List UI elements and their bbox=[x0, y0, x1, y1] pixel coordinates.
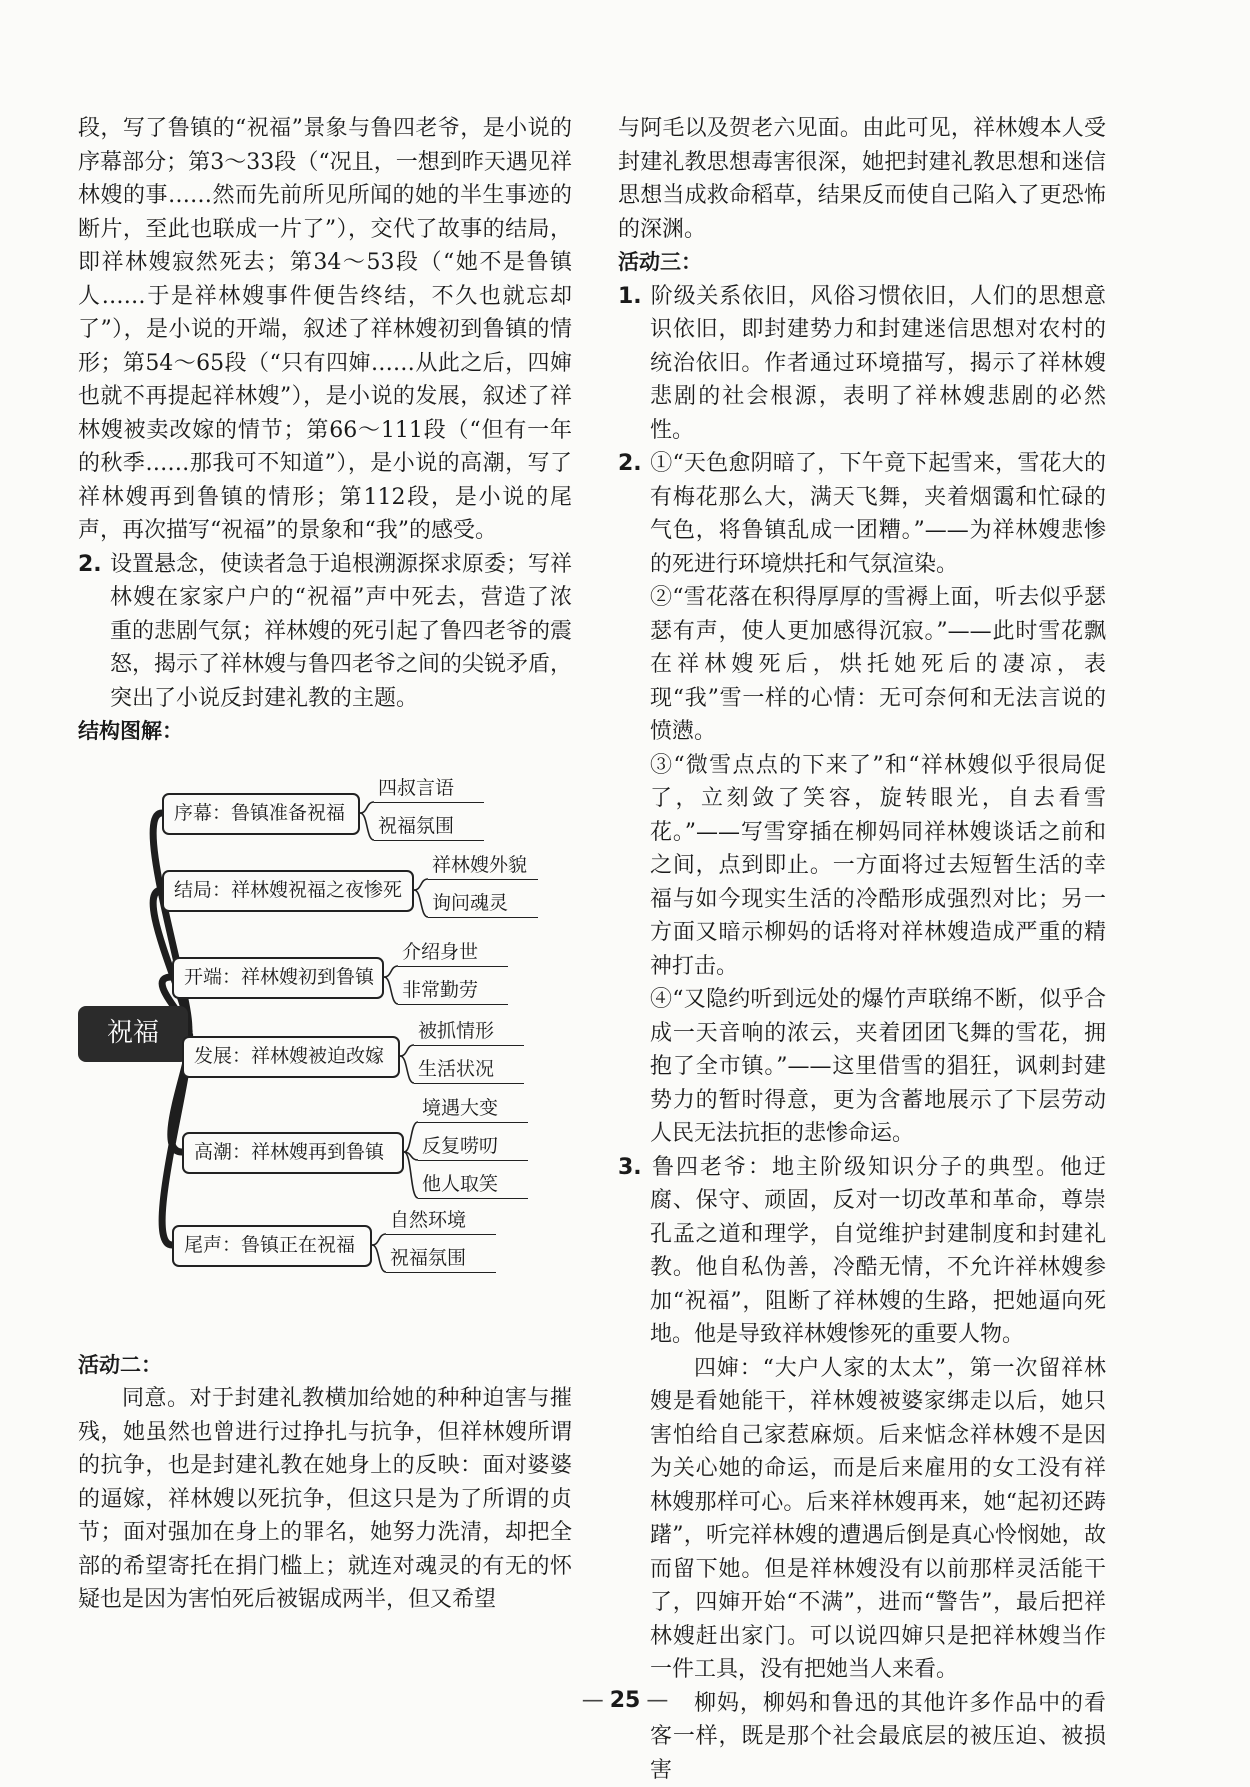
leaf-node: 非常勤劳 bbox=[402, 978, 478, 1002]
item-number: 2. bbox=[618, 447, 650, 481]
leaf-underline bbox=[398, 1004, 508, 1005]
right-item-2 bbox=[618, 447, 1106, 581]
leaf-node: 询问魂灵 bbox=[432, 891, 508, 915]
right-paragraph-0: 与阿毛以及贺老六见面。由此可见，祥林嫂本人受封建礼教思想毒害很深，她把封建礼教思想和迷信思想当成救命稻草，结果反而使自己陷入了更恐怖的深渊。 bbox=[618, 112, 1106, 246]
item-number: 3. bbox=[618, 1151, 650, 1185]
branch-node: 发展：祥林嫂被迫改嫁 bbox=[182, 1036, 400, 1078]
right-item-3-b: 四婶：“大户人家的太太”，第一次留祥林嫂是看她能干，祥林嫂被婆家绑走以后，她只害怕给自己家惹麻烦。后来惦念祥林嫂不是因为关心她的命运，而是后来雇用的女工没有祥林嫂那样可心。后来祥林嫂再来，她“起初还踌躇”，听完祥林嫂的遭遇后倒是真心怜悯她，故而留下她。但是祥林嫂没有以前那样灵活能干了，四婶开始“不满”，进而“警告”，最后把祥林嫂赶出家门。可以说四婶只是把祥林嫂当作一件工具，没有把她当人来看。 bbox=[618, 1352, 1106, 1687]
leaf-node: 四叔言语 bbox=[378, 776, 454, 800]
left-column bbox=[78, 112, 572, 1617]
right-column bbox=[618, 112, 1106, 1787]
leaf-connector bbox=[414, 879, 428, 890]
leaf-connector bbox=[414, 890, 428, 917]
leaf-node: 境遇大变 bbox=[422, 1096, 498, 1120]
leaf-underline bbox=[398, 966, 508, 967]
leaf-underline bbox=[418, 1198, 528, 1199]
left-paragraph-1: 段，写了鲁镇的“祝福”景象与鲁四老爷，是小说的序幕部分；第3～33段（“况且，一想到昨天遇见祥林嫂的事……然而先前所见所闻的她的半生事迹的断片，至此也联成一片了”），交代了故事的结局，即祥林嫂寂然死去；第34～53段（“她不是鲁镇人……于是祥林嫂事件便告终结，不久也就忘却了”），是小说的开端，叙述了祥林嫂初到鲁镇的情形；第54～65段（“只有四婶……从此之后，四婶也就不再提起祥林嫂”），是小说的发展，叙述了祥林嫂被卖改嫁的情节；第66～111段（“但有一年的秋季……那我可不知道”），是小说的高潮，写了祥林嫂再到鲁镇的情形；第112段，是小说的尾声，再次描写“祝福”的景象和“我”的感受。 bbox=[78, 112, 572, 548]
right-item-2-b: ②“雪花落在积得厚厚的雪褥上面，听去似乎瑟瑟有声，使人更加感得沉寂。”——此时雪花飘在祥林嫂死后，烘托她死后的凄凉，表现“我”雪一样的心情：无可奈何和无法言说的愤懑。 bbox=[618, 581, 1106, 749]
leaf-connector bbox=[404, 1122, 418, 1152]
leaf-underline bbox=[414, 1045, 524, 1046]
leaf-connector bbox=[360, 802, 374, 813]
leaf-node: 生活状况 bbox=[418, 1057, 494, 1081]
leaf-underline bbox=[374, 802, 484, 803]
leaf-underline bbox=[428, 879, 538, 880]
right-item-1 bbox=[618, 280, 1106, 448]
leaf-underline bbox=[386, 1234, 496, 1235]
item-number: 2. bbox=[78, 548, 110, 582]
activity-2-text: 同意。对于封建礼教横加给她的种种迫害与摧残，她虽然也曾进行过挣扎与抗争，但祥林嫂所谓的抗争，也是封建礼教在她身上的反映：面对婆婆的逼嫁，祥林嫂以死抗争，但这只是为了所谓的贞节；面对强加在身上的罪名，她努力洗清，却把全部的希望寄托在捐门槛上；就连对魂灵的有无的怀疑也是因为害怕死后被锯成两半，但又希望 bbox=[78, 1382, 572, 1617]
leaf-underline bbox=[428, 917, 538, 918]
leaf-node: 祥林嫂外貌 bbox=[432, 853, 527, 877]
item-text: 设置悬念，使读者急于追根溯源探求原委；写祥林嫂在家家户户的“祝福”声中死去，营造了浓重的悲剧气氛；祥林嫂的死引起了鲁四老爷的震怒，揭示了祥林嫂与鲁四老爷之间的尖锐矛盾，突出了小说反封建礼教的主题。 bbox=[110, 552, 572, 711]
leaf-underline bbox=[414, 1083, 524, 1084]
leaf-connector bbox=[384, 977, 398, 1004]
leaf-connector bbox=[400, 1045, 414, 1056]
right-item-3-c: 柳妈，柳妈和鲁迅的其他许多作品中的看客一样，既是那个社会最底层的被压迫、被损害 bbox=[618, 1687, 1106, 1787]
activity-3-heading: 活动三： bbox=[618, 246, 1106, 280]
leaf-underline bbox=[418, 1122, 528, 1123]
leaf-underline bbox=[418, 1160, 528, 1161]
leaf-node: 被抓情形 bbox=[418, 1019, 494, 1043]
activity-2-heading: 活动二： bbox=[78, 1349, 572, 1383]
item-number: 1. bbox=[618, 280, 650, 314]
branch-node: 尾声：鲁镇正在祝福 bbox=[172, 1225, 372, 1267]
leaf-connector bbox=[360, 813, 374, 840]
left-item-2 bbox=[78, 548, 572, 716]
leaf-connector bbox=[372, 1245, 386, 1272]
leaf-node: 自然环境 bbox=[390, 1208, 466, 1232]
right-item-2-d: ④“又隐约听到远处的爆竹声联绵不断，似乎合成一天音响的浓云，夹着团团飞舞的雪花，拥抱了全市镇。”——这里借雪的猖狂，讽刺封建势力的暂时得意，更为含蓄地展示了下层劳动人民无法抗拒的悲惨命运。 bbox=[618, 983, 1106, 1151]
leaf-underline bbox=[386, 1272, 496, 1273]
structure-diagram bbox=[78, 753, 572, 1343]
leaf-connector bbox=[384, 966, 398, 977]
item-text: 阶级关系依旧，风俗习惯依旧，人们的思想意识依旧，即封建势力和封建迷信思想对农村的统治依旧。作者通过环境描写，揭示了祥林嫂悲剧的社会根源，表明了祥林嫂悲剧的必然性。 bbox=[650, 284, 1106, 443]
page-number: — 25 — bbox=[0, 1688, 1250, 1713]
leaf-node: 反复唠叨 bbox=[422, 1134, 498, 1158]
diagram-root: 祝福 bbox=[78, 1006, 188, 1062]
leaf-node: 祝福氛围 bbox=[378, 814, 454, 838]
right-item-2-c: ③“微雪点点的下来了”和“祥林嫂似乎很局促了，立刻敛了笑容，旋转眼光，自去看雪花。”——写雪穿插在柳妈同祥林嫂谈话之前和之间，点到即止。一方面将过去短暂生活的幸福与如今现实生活的冷酷形成强烈对比；另一方面又暗示柳妈的话将对祥林嫂造成严重的精神打击。 bbox=[618, 749, 1106, 984]
diagram-heading: 结构图解： bbox=[78, 715, 572, 749]
item-text: ①“天色愈阴暗了，下午竟下起雪来，雪花大的有梅花那么大，满天飞舞，夹着烟霭和忙碌的气色，将鲁镇乱成一团糟。”——为祥林嫂悲惨的死进行环境烘托和气氛渲染。 bbox=[650, 451, 1106, 577]
leaf-node: 介绍身世 bbox=[402, 940, 478, 964]
leaf-node: 他人取笑 bbox=[422, 1172, 498, 1196]
branch-node: 高潮：祥林嫂再到鲁镇 bbox=[182, 1132, 404, 1174]
leaf-underline bbox=[374, 840, 484, 841]
right-item-3 bbox=[618, 1151, 1106, 1352]
item-text: 鲁四老爷：地主阶级知识分子的典型。他迂腐、保守、顽固，反对一切改革和革命，尊崇孔孟之道和理学，自觉维护封建制度和封建礼教。他自私伪善，冷酷无情，不允许祥林嫂参加“祝福”，阻断了祥林嫂的生路，把她逼向死地。他是导致祥林嫂惨死的重要人物。 bbox=[650, 1155, 1106, 1348]
branch-node: 开端：祥林嫂初到鲁镇 bbox=[172, 957, 384, 999]
leaf-connector bbox=[372, 1234, 386, 1245]
leaf-node: 祝福氛围 bbox=[390, 1246, 466, 1270]
branch-node: 序幕：鲁镇准备祝福 bbox=[162, 793, 360, 835]
leaf-connector bbox=[400, 1056, 414, 1083]
branch-node: 结局：祥林嫂祝福之夜惨死 bbox=[162, 870, 414, 912]
